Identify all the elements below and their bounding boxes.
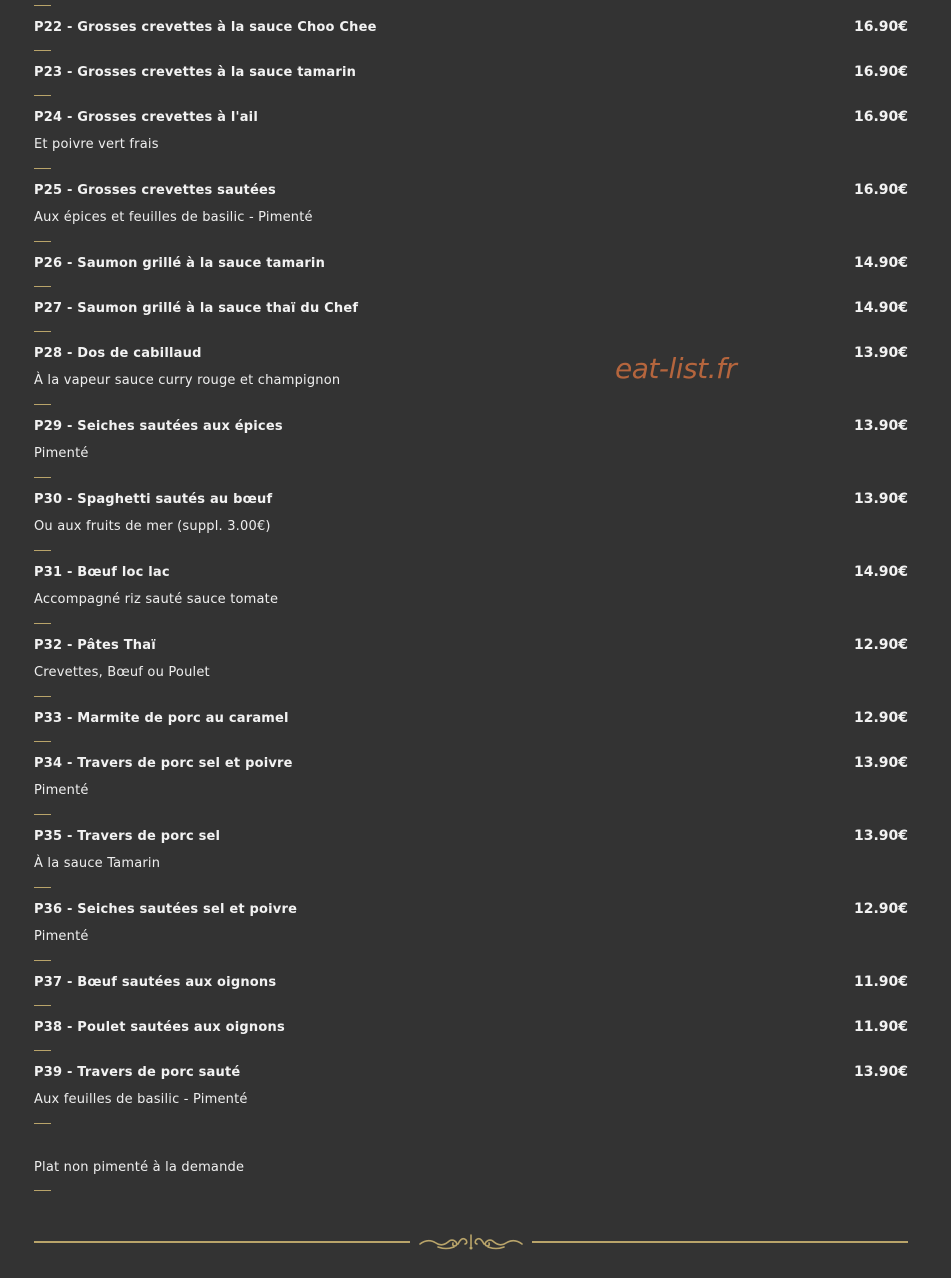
menu-item-name: P28 - Dos de cabillaud	[34, 345, 202, 361]
separator-dash	[34, 95, 51, 96]
menu-item-row	[34, 62, 908, 82]
menu-item-price: 16.90€	[853, 64, 908, 80]
menu-item	[34, 635, 908, 697]
menu-item-name: P26 - Saumon grillé à la sauce tamarin	[34, 255, 326, 271]
separator-dash	[34, 286, 51, 287]
menu-item	[34, 562, 908, 624]
menu-item-price: 14.90€	[853, 255, 908, 271]
menu-item-row	[34, 416, 908, 436]
menu-item-description: À la sauce Tamarin	[34, 856, 161, 871]
menu-item-name: P34 - Travers de porc sel et poivre	[34, 755, 293, 771]
menu-item-price: 11.90€	[853, 1019, 908, 1035]
menu-item-price: 13.90€	[853, 828, 908, 844]
menu-item-row	[34, 899, 908, 919]
menu-item	[34, 107, 908, 169]
divider-line-right	[532, 1241, 908, 1243]
menu-item-description: Accompagné riz sauté sauce tomate	[34, 592, 279, 607]
menu-item-row	[34, 753, 908, 773]
menu-item-name: P38 - Poulet sautées aux oignons	[34, 1019, 285, 1035]
menu-item-name: P24 - Grosses crevettes à l'ail	[34, 109, 258, 125]
menu-item-name: P32 - Pâtes Thaï	[34, 637, 156, 653]
menu-item-price: 14.90€	[853, 300, 908, 316]
menu-item-price: 16.90€	[853, 109, 908, 125]
menu-item-row	[34, 708, 908, 728]
menu-item	[34, 826, 908, 888]
menu-item	[34, 972, 908, 1006]
menu-item-name: P25 - Grosses crevettes sautées	[34, 182, 276, 198]
separator-dash	[34, 887, 51, 888]
menu-item-description: À la vapeur sauce curry rouge et champignon	[34, 373, 341, 388]
menu-item-row	[34, 17, 908, 37]
menu-item-name: P39 - Travers de porc sauté	[34, 1064, 241, 1080]
menu-item-row	[34, 635, 908, 655]
menu-item	[34, 1017, 908, 1051]
menu-item-name: P33 - Marmite de porc au caramel	[34, 710, 289, 726]
menu-item-price: 11.90€	[853, 974, 908, 990]
menu-item-description: Pimenté	[34, 446, 89, 461]
separator-dash	[34, 5, 51, 6]
watermark-logo: eat-list.fr	[615, 352, 737, 385]
menu-item-row	[34, 343, 908, 363]
separator-dash	[34, 814, 51, 815]
separator-dash	[34, 331, 51, 332]
menu-item-row	[34, 562, 908, 582]
menu-item	[34, 1062, 908, 1124]
menu-item-name: P27 - Saumon grillé à la sauce thaï du Chef	[34, 300, 359, 316]
menu-item-price: 12.90€	[853, 901, 908, 917]
menu-item-row	[34, 298, 908, 318]
menu-item-description: Et poivre vert frais	[34, 137, 159, 152]
menu-item-name: P22 - Grosses crevettes à la sauce Choo Chee	[34, 19, 377, 35]
menu-item-description: Aux feuilles de basilic - Pimenté	[34, 1092, 248, 1107]
section-divider	[34, 1232, 908, 1252]
menu-item-price: 16.90€	[853, 182, 908, 198]
menu-item-name: P37 - Bœuf sautées aux oignons	[34, 974, 277, 990]
separator-dash	[34, 623, 51, 624]
menu-item-name: P35 - Travers de porc sel	[34, 828, 221, 844]
menu-item-row	[34, 826, 908, 846]
menu-item-name: P29 - Seiches sautées aux épices	[34, 418, 283, 434]
menu-item-description: Ou aux fruits de mer (suppl. 3.00€)	[34, 519, 271, 534]
menu-item-row	[34, 107, 908, 127]
footnote: Plat non pimenté à la demande	[34, 1160, 245, 1175]
menu-item-price: 13.90€	[853, 755, 908, 771]
flourish-ornament-icon	[418, 1232, 524, 1252]
menu-item	[34, 753, 908, 815]
menu-item-price: 13.90€	[853, 418, 908, 434]
menu-item-row	[34, 1017, 908, 1037]
menu-item	[34, 298, 908, 332]
menu-item-name: P30 - Spaghetti sautés au bœuf	[34, 491, 273, 507]
menu-item-row	[34, 1062, 908, 1082]
menu-item	[34, 416, 908, 478]
menu-item-row	[34, 972, 908, 992]
menu-item	[34, 489, 908, 551]
separator-dash	[34, 741, 51, 742]
separator-dash	[34, 960, 51, 961]
menu-items	[34, 17, 908, 1124]
menu-item	[34, 253, 908, 287]
separator-dash	[34, 696, 51, 697]
menu-item-row	[34, 180, 908, 200]
divider-line-left	[34, 1241, 410, 1243]
separator-dash	[34, 477, 51, 478]
menu-item	[34, 708, 908, 742]
menu-item-name: P31 - Bœuf loc lac	[34, 564, 170, 580]
separator-dash	[34, 1123, 51, 1124]
menu-item	[34, 180, 908, 242]
menu-item-price: 14.90€	[853, 564, 908, 580]
menu-item-name: P36 - Seiches sautées sel et poivre	[34, 901, 298, 917]
menu-item-name: P23 - Grosses crevettes à la sauce tamarin	[34, 64, 357, 80]
menu-item-price: 13.90€	[853, 491, 908, 507]
menu-item-price: 13.90€	[853, 345, 908, 361]
separator-dash	[34, 550, 51, 551]
separator-dash	[34, 168, 51, 169]
menu-list	[34, 0, 908, 1191]
separator-dash	[34, 1190, 51, 1191]
separator-dash	[34, 50, 51, 51]
menu-item	[34, 899, 908, 961]
separator-dash	[34, 404, 51, 405]
menu-item	[34, 62, 908, 96]
separator-dash	[34, 1050, 51, 1051]
menu-item-price: 12.90€	[853, 637, 908, 653]
menu-item-description: Pimenté	[34, 929, 89, 944]
menu-item	[34, 17, 908, 51]
menu-item-row	[34, 253, 908, 273]
menu-item-description: Aux épices et feuilles de basilic - Pimenté	[34, 210, 313, 225]
menu-item-row	[34, 489, 908, 509]
menu-item-description: Pimenté	[34, 783, 89, 798]
menu-item-price: 13.90€	[853, 1064, 908, 1080]
menu-item-description: Crevettes, Bœuf ou Poulet	[34, 665, 210, 680]
menu-item-price: 16.90€	[853, 19, 908, 35]
separator-dash	[34, 241, 51, 242]
separator-dash	[34, 1005, 51, 1006]
menu-item-price: 12.90€	[853, 710, 908, 726]
menu-item	[34, 343, 908, 405]
